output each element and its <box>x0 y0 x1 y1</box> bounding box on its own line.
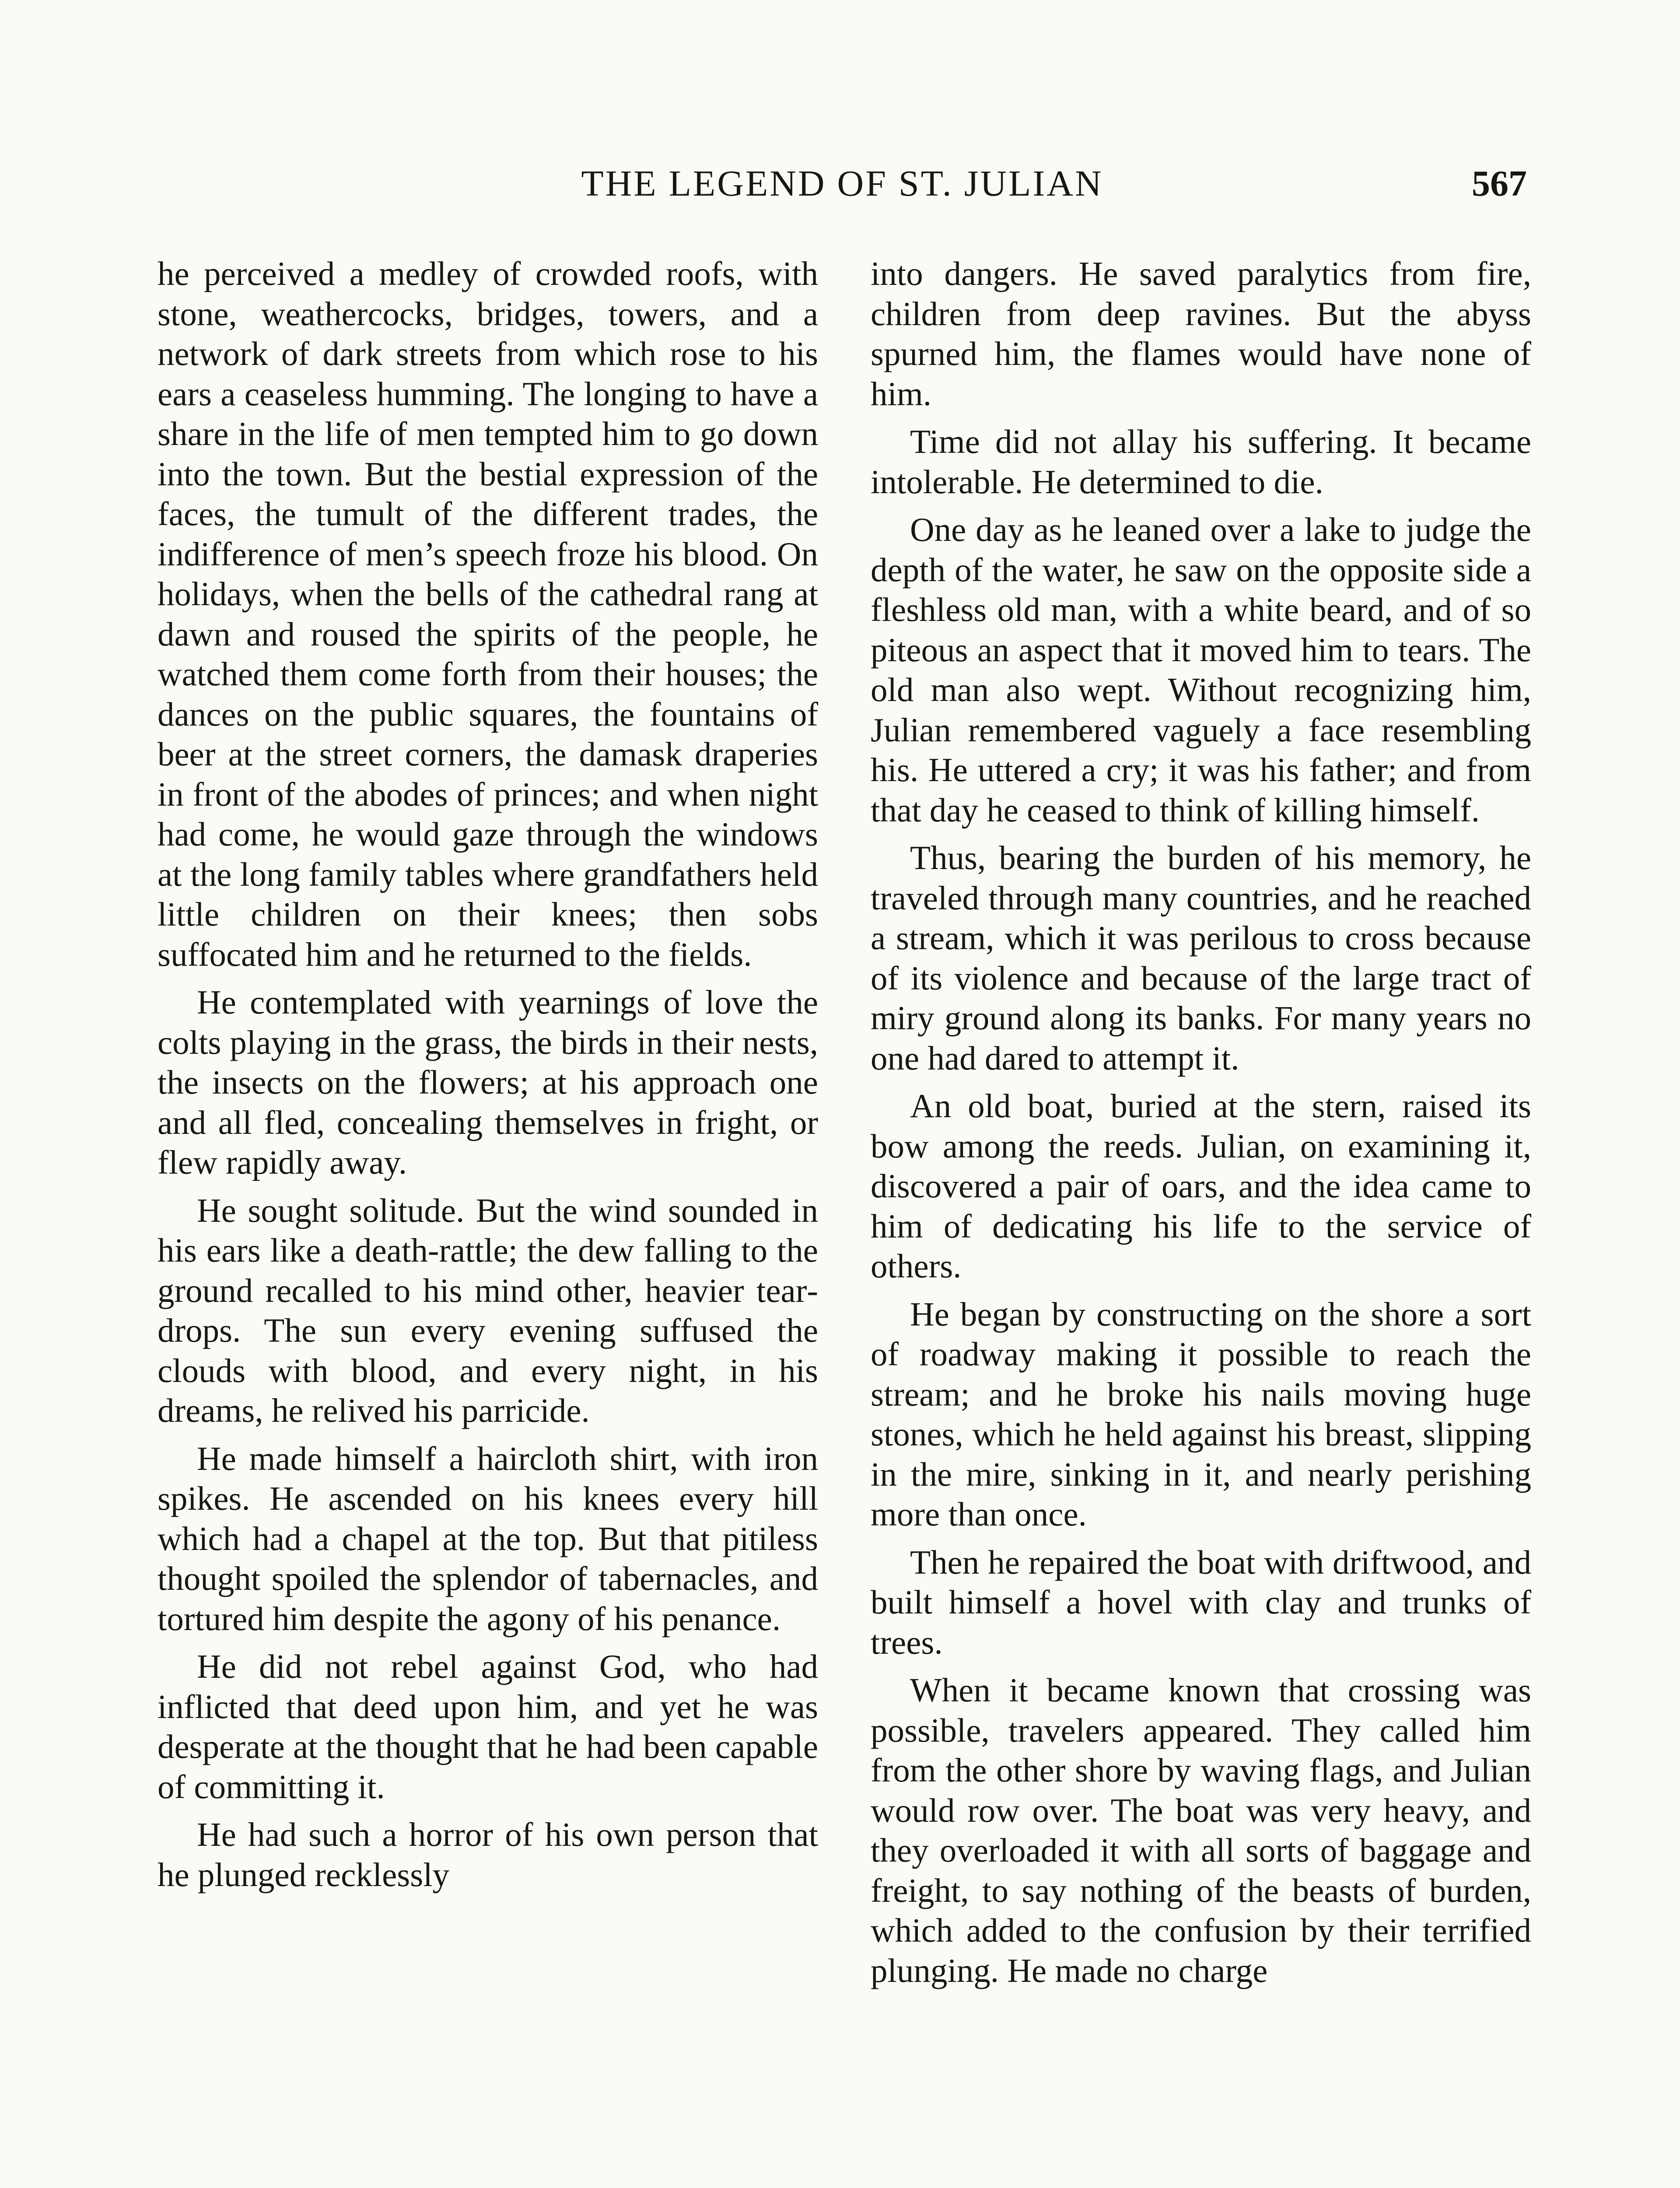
paragraph: Time did not allay his suffering. It became intolerable. He determined to die. <box>871 423 1531 501</box>
right-column <box>871 254 1531 1999</box>
paragraph: He made himself a haircloth shirt, with iron spikes. He ascended on his knees every hill which had a chapel at the top. But that pitiless thought spoiled the splendor of tabernacles, and tortured him despite the agony of his penance. <box>158 1439 818 1637</box>
paragraph: He began by constructing on the shore a sort of roadway making it possible to reach the stream; and he broke his nails moving huge stones, which he held against his breast, slipping in the mire, sinking in it, and nearly perishing more than once. <box>871 1295 1531 1533</box>
paragraph: An old boat, buried at the stern, raised its bow among the reeds. Julian, on examining it, discovered a pair of oars, and the idea came to him of dedicating his life to the service of others. <box>871 1087 1531 1285</box>
page-header <box>158 160 1527 208</box>
paragraph: Thus, bearing the burden of his memory, he traveled through many countries, and he reached a stream, which it was perilous to cross because of its violence and because of the large tract of miry ground along its banks. For many years no one had dared to attempt it. <box>871 839 1531 1077</box>
left-column <box>158 254 818 1903</box>
paragraph: he perceived a medley of crowded roofs, with stone, weathercocks, bridges, towers, and a network of dark streets from which rose to his ears a ceaseless humming. The longing to have a share in the life of men tempted him to go down into the town. But the bestial expression of the faces, the tumult of the different trades, the indifference of men’s speech froze his blood. On holidays, when the bells of the cathedral rang at dawn and roused the spirits of the people, he watched them come forth from their houses; the dances on the public squares, the fountains of beer at the street corners, the damask draperies in front of the abodes of princes; and when night had come, he would gaze through the windows at the long family tables where grandfathers held little children on their knees; then sobs suffocated him and he returned to the fields. <box>158 255 818 973</box>
running-title: THE LEGEND OF ST. JULIAN <box>581 163 1103 204</box>
page-number: 567 <box>1472 163 1527 204</box>
paragraph: He had such a horror of his own person that he plunged recklessly <box>158 1816 818 1893</box>
paragraph: One day as he leaned over a lake to judge the depth of the water, he saw on the opposite side a fleshless old man, with a white beard, and of so piteous an aspect that it moved him to tears. The old man also wept. Without recognizing him, Julian remembered vaguely a face resembling his. He uttered a cry; it was his father; and from that day he ceased to think of killing himself. <box>871 511 1531 829</box>
paragraph: into dangers. He saved paralytics from fire, children from deep ravines. But the abyss spurned him, the flames would have none of him. <box>871 255 1531 413</box>
paragraph: He sought solitude. But the wind sounded in his ears like a death-rattle; the dew falling to the ground recalled to his mind other, heavier teardrops. The sun every evening suffused the clouds with blood, and every night, in his dreams, he relived his parricide. <box>158 1191 818 1429</box>
paragraph: He did not rebel against God, who had inflicted that deed upon him, and yet he was desperate at the thought that he had been capable of committing it. <box>158 1648 818 1806</box>
paragraph: Then he repaired the boat with driftwood, and built himself a hovel with clay and trunks of trees. <box>871 1543 1531 1661</box>
paragraph: He contemplated with yearnings of love the colts playing in the grass, the birds in their nests, the insects on the flowers; at his approach one and all fled, concealing themselves in fright, or flew rapidly away. <box>158 983 818 1181</box>
paragraph: When it became known that crossing was possible, travelers appeared. They called him from the other shore by waving flags, and Julian would row over. The boat was very heavy, and they overloaded it with all sorts of baggage and freight, to say nothing of the beasts of burden, which added to the confusion by their terrified plunging. He made no charge <box>871 1671 1531 1989</box>
